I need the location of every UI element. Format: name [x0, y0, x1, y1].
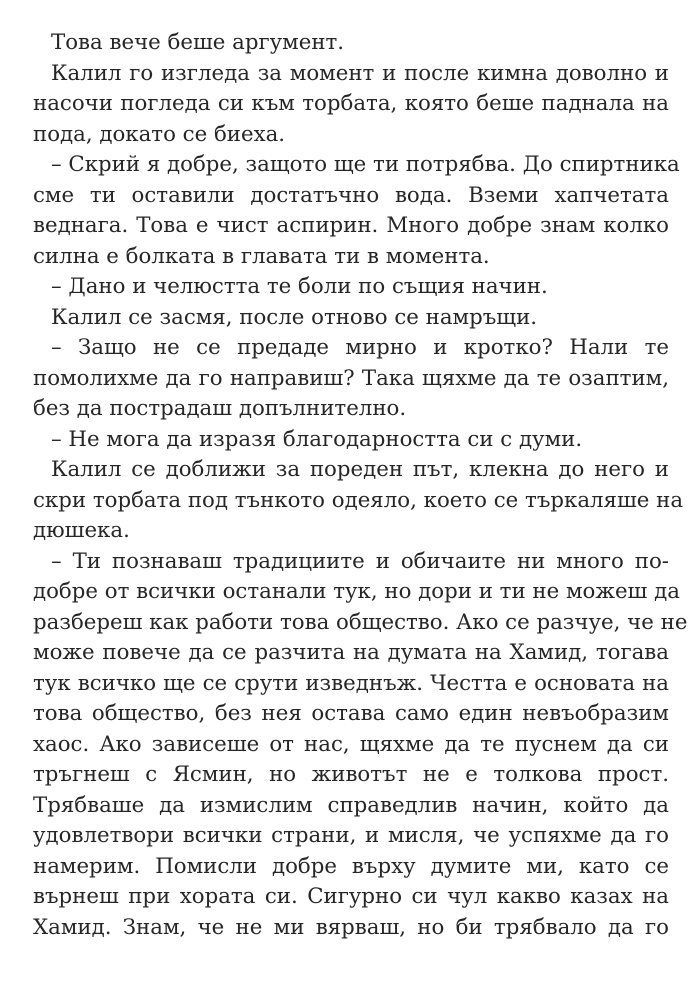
paragraph: [33, 547, 688, 944]
text-line: – Скрий я добре, защото ще ти потрябва. До спиртника: [51, 152, 680, 177]
text-line: Трябваше да измислим справедлив начин, който да: [33, 792, 669, 818]
text-line: хаос. Ако зависеше от нас, щяхме да те пуснем да си: [33, 731, 669, 757]
text-line: Калил го изгледа за момент и после кимна доволно и: [51, 60, 669, 86]
page-text: [33, 28, 688, 943]
text-line: удовлетвори всички страни, и мисля, че успяхме да го: [33, 823, 669, 848]
paragraph: [33, 59, 669, 151]
text-line: тук всичко ще се срути изведнъж. Честта е основата на: [33, 670, 669, 696]
text-line: скри торбата под тънкото одеяло, което се търкаляше на: [33, 487, 684, 513]
paragraph: [33, 303, 669, 334]
paragraph: [33, 425, 669, 456]
text-line: – Защо не се предаде мирно и кротко? Нали те: [51, 335, 669, 360]
text-line: може повече да се разчита на думата на Хамид, тогава: [33, 640, 669, 665]
text-line: Калил се доближи за пореден път, клекна до него и: [51, 457, 669, 482]
text-line: това общество, без нея остава само един невъобразим: [33, 701, 669, 726]
text-line: дюшека.: [33, 518, 130, 543]
text-line: Калил се засмя, после отново се намръщи.: [51, 304, 538, 330]
text-line: тръгнеш с Ясмин, но животът не е толкова прост.: [33, 762, 669, 787]
text-line: – Не мога да изразя благодарността си с думи.: [51, 426, 583, 452]
text-line: върнеш при хората си. Сигурно си чул какво казах на: [33, 884, 669, 909]
text-line: веднага. Това е чист аспирин. Много добре знам колко: [33, 213, 669, 238]
text-line: пода, докато се биеха.: [33, 121, 286, 147]
text-line: насочи погледа си към торбата, която беше паднала на: [33, 91, 669, 116]
paragraph: [33, 333, 669, 425]
text-line: без да пострадаш допълнително.: [33, 396, 407, 421]
text-line: – Дано и челюстта те боли по същия начин.: [51, 274, 548, 299]
text-line: Това вече беше аргумент.: [51, 30, 345, 55]
paragraph: [33, 28, 669, 59]
text-line: сме ти оставили достатъчно вода. Вземи хапчетата: [33, 182, 669, 208]
text-line: Хамид. Знам, че не ми вярваш, но би трябвало да го: [33, 914, 669, 940]
text-line: – Ти познаваш традициите и обичаите ни много по-: [51, 548, 669, 574]
text-line: намерим. Помисли добре върху думите ми, като се: [33, 853, 669, 879]
text-line: помолихме да го направиш? Така щяхме да те озаптим,: [33, 365, 669, 391]
paragraph: [33, 455, 684, 547]
paragraph: [33, 150, 680, 272]
text-line: добре от всички останали тук, но дори и ти не можеш да: [33, 579, 680, 604]
text-line: разбереш как работи това общество. Ако се разчуе, че не: [33, 609, 688, 635]
paragraph: [33, 272, 669, 303]
book-page: [33, 28, 688, 943]
text-line: силна е болката в главата ти в момента.: [33, 243, 490, 269]
